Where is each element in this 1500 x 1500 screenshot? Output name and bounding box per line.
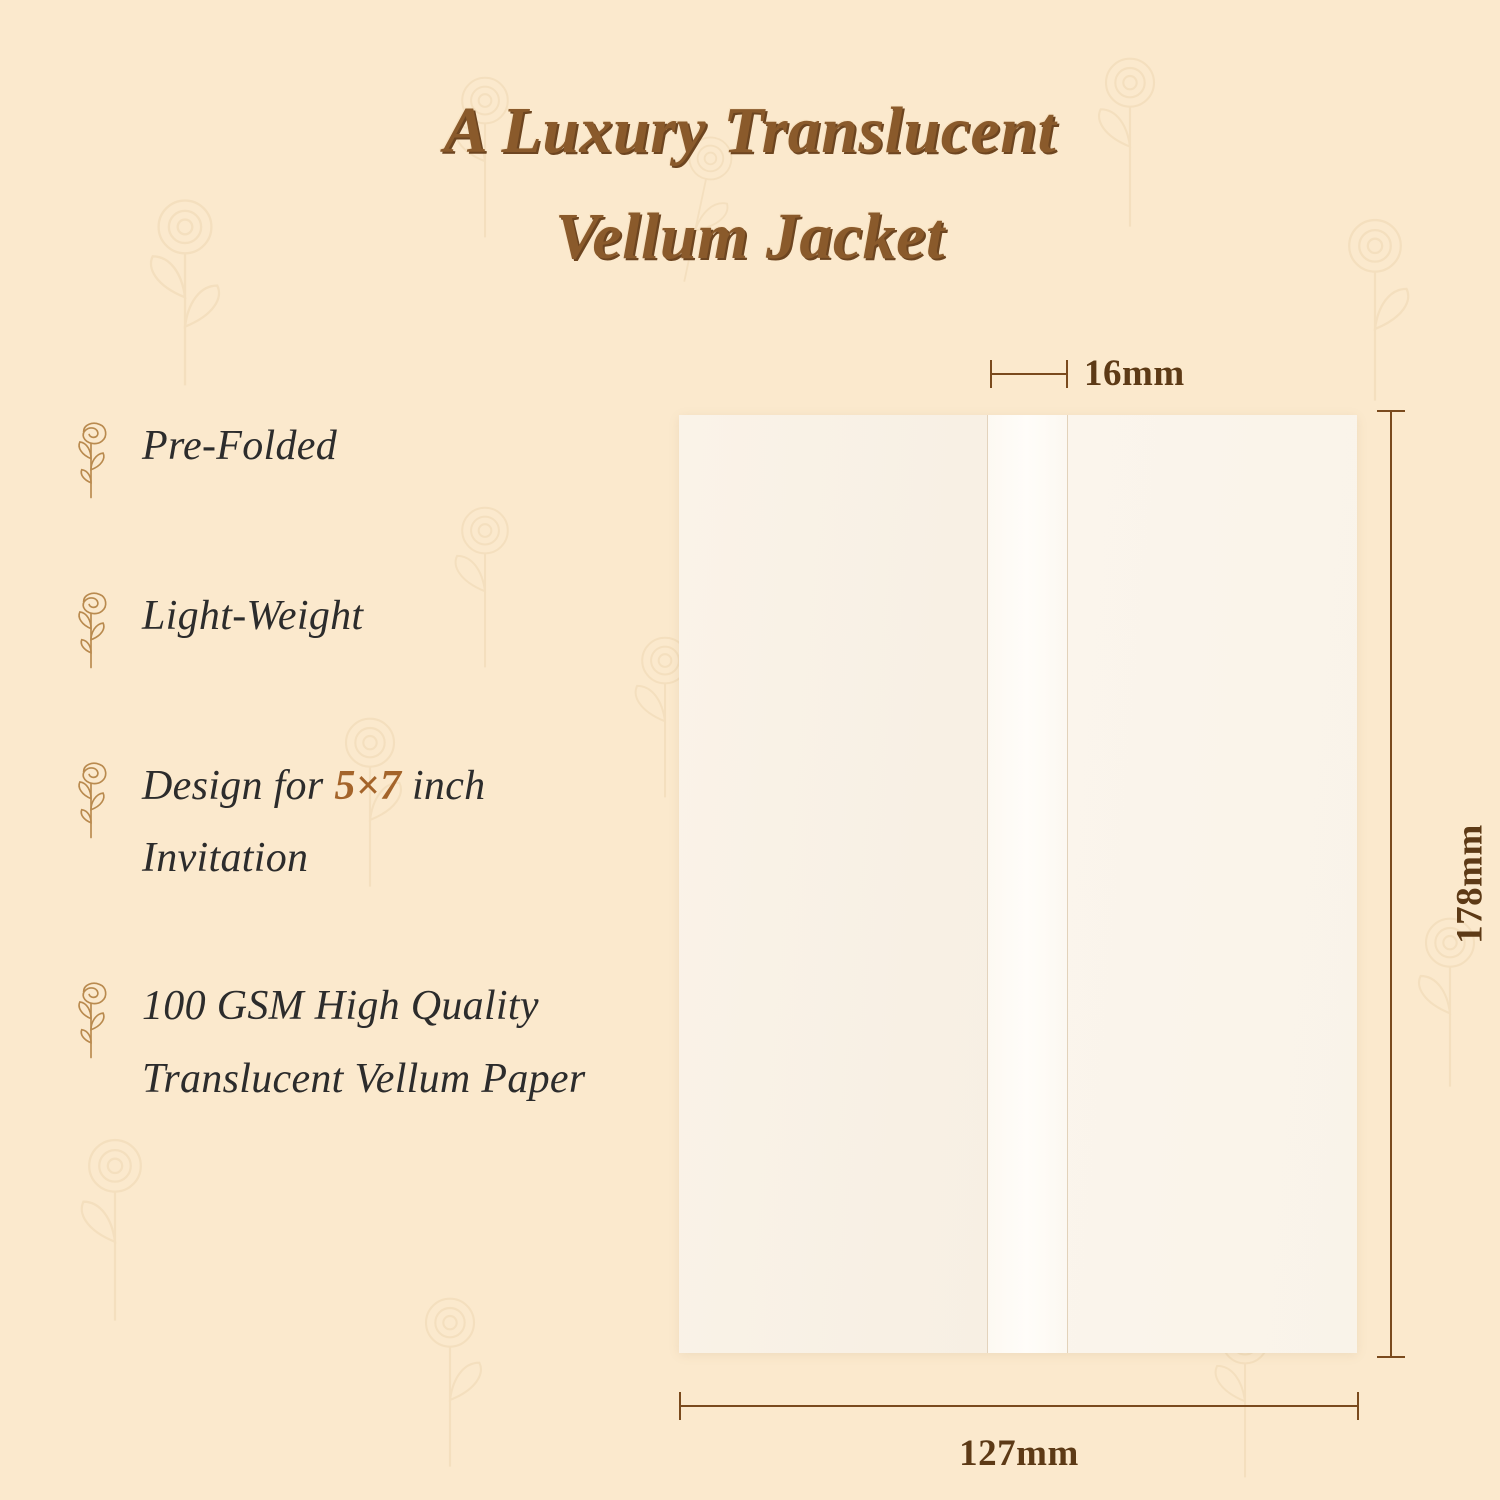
list-item-label: Light-Weight	[142, 593, 364, 639]
dimension-arrow-horizontal	[990, 360, 1068, 388]
vellum-panel-left	[679, 415, 987, 1353]
rose-icon	[62, 976, 120, 1064]
list-item	[62, 970, 662, 1114]
fold-line-right	[1067, 415, 1068, 1353]
dimension-line	[1390, 410, 1392, 1358]
list-item-label: Pre-Folded	[142, 423, 338, 469]
dimension-tick-left	[679, 1392, 681, 1420]
dimension-tick-bottom	[1377, 1356, 1405, 1358]
dimension-tick-left	[990, 360, 992, 388]
list-item-label-prefix: Design for	[142, 763, 335, 809]
dimension-tick-right	[1066, 360, 1068, 388]
product-image	[679, 415, 1357, 1353]
title-line-1: A Luxury Translucent	[443, 94, 1057, 167]
title-line-2: Vellum Jacket	[555, 199, 945, 273]
fold-line-left	[987, 415, 988, 1353]
page-title	[0, 78, 1500, 289]
rose-icon	[62, 586, 120, 674]
vellum-panel-right	[1067, 415, 1357, 1353]
list-item-label: 100 GSM High Quality Translucent Vellum Paper	[142, 983, 586, 1102]
vellum-jacket	[679, 415, 1357, 1353]
list-item	[62, 580, 662, 674]
dimension-line	[679, 1405, 1359, 1407]
list-item	[62, 750, 662, 894]
dimension-tick-right	[1357, 1392, 1359, 1420]
dimension-flap-width-label: 16mm	[1084, 353, 1185, 394]
rose-watermark-icon	[380, 1280, 520, 1480]
list-item-label-highlight: 5×7	[334, 763, 402, 809]
list-item	[62, 410, 662, 504]
rose-icon	[62, 416, 120, 504]
dimension-width-label: 127mm	[959, 1433, 1079, 1474]
list-item-label-suffix: inch Invitation	[142, 763, 486, 882]
dimension-tick-top	[1377, 410, 1405, 412]
vellum-panel-flap	[987, 415, 1067, 1353]
dimension-height	[1370, 410, 1491, 1358]
dimension-height-label: 178mm	[1449, 824, 1491, 944]
rose-watermark-icon	[40, 1120, 190, 1335]
rose-icon	[62, 756, 120, 844]
dimension-line	[990, 373, 1068, 375]
list-item-label	[142, 750, 662, 894]
dimension-flap-width	[990, 352, 1390, 395]
feature-list	[62, 410, 662, 1115]
